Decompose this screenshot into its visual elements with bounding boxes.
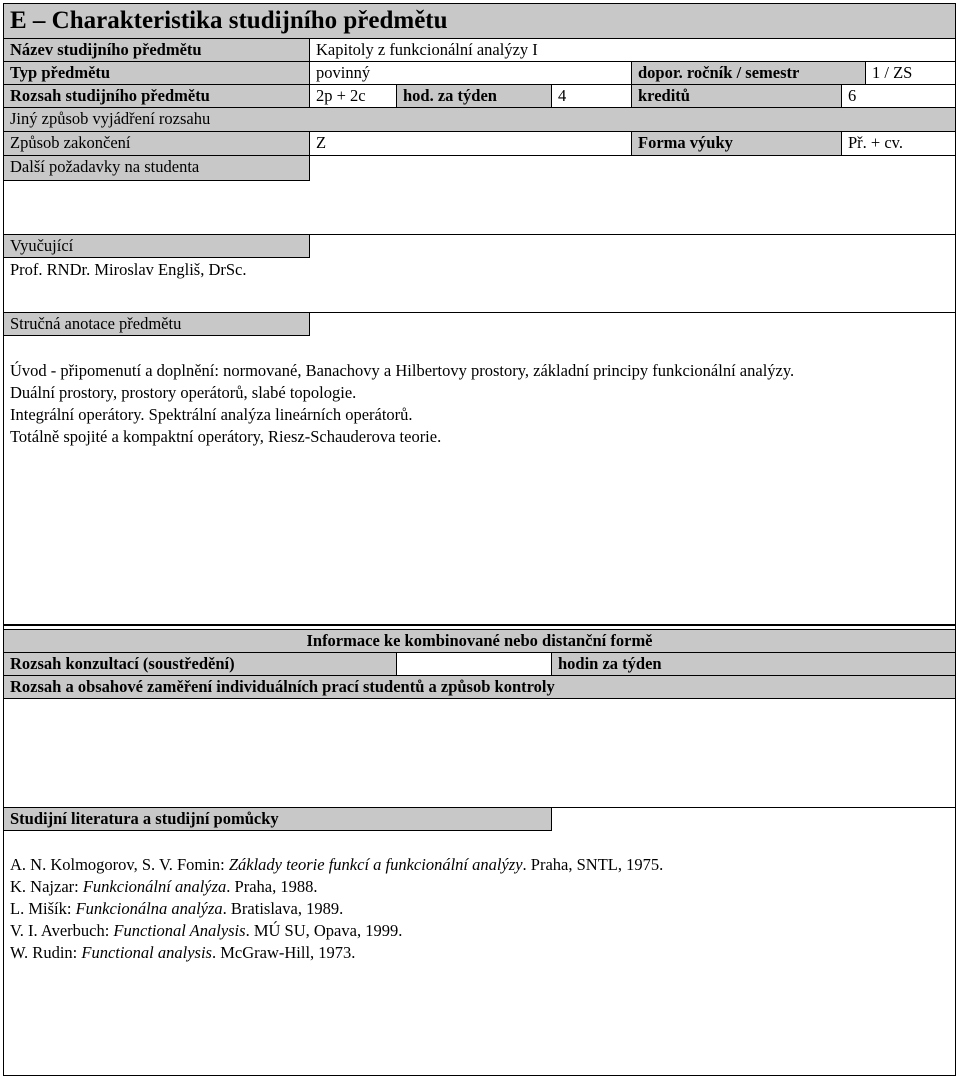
- kredit-label: kreditů: [631, 84, 842, 108]
- literatura-item: W. Rudin: Functional analysis. McGraw-Hill, 1973.: [10, 943, 356, 962]
- anotace-line: Duální prostory, prostory operátorů, slabé topologie.: [10, 383, 357, 402]
- kombinovane-header: Informace ke kombinované nebo distanční formě: [3, 629, 956, 653]
- hod-value: 4: [551, 84, 632, 108]
- konzultace-label: Rozsah konzultací (soustředění): [3, 652, 397, 676]
- forma-label: Forma výuky: [631, 131, 842, 156]
- zpusob-value: Z: [309, 131, 632, 156]
- anotace-line: Úvod - připomenutí a doplnění: normované, Banachovy a Hilbertovy prostory, základní principy funkcionální analýzy.: [10, 361, 795, 380]
- kredit-value: 6: [841, 84, 956, 108]
- typ-label: Typ předmětu: [3, 61, 310, 85]
- rozsah-value: 2p + 2c: [309, 84, 397, 108]
- literatura-label: Studijní literatura a studijní pomůcky: [3, 807, 552, 831]
- dopor-value: 1 / ZS: [865, 61, 956, 85]
- literatura-list: [10, 854, 663, 964]
- anotace-label: Stručná anotace předmětu: [3, 312, 310, 336]
- jiny-label: Jiný způsob vyjádření rozsahu: [3, 107, 956, 132]
- prace-label: Rozsah a obsahové zaměření individuálních prací studentů a způsob kontroly: [3, 675, 956, 699]
- rozsah-label: Rozsah studijního předmětu: [3, 84, 310, 108]
- zpusob-label: Způsob zakončení: [3, 131, 310, 156]
- divider: [3, 624, 956, 626]
- page-title: E – Charakteristika studijního předmětu: [3, 3, 956, 39]
- anotace-line: Integrální operátory. Spektrální analýza lineárních operátorů.: [10, 405, 413, 424]
- nazev-value: Kapitoly z funkcionální analýzy I: [309, 38, 956, 62]
- anotace-text: [10, 360, 794, 448]
- hodin-label: hodin za týden: [551, 652, 956, 676]
- anotace-line: Totálně spojité a kompaktní operátory, Riesz-Schauderova teorie.: [10, 427, 442, 446]
- typ-value: povinný: [309, 61, 632, 85]
- konzultace-value: [396, 652, 552, 676]
- nazev-label: Název studijního předmětu: [3, 38, 310, 62]
- hod-label: hod. za týden: [396, 84, 552, 108]
- literatura-item: K. Najzar: Funkcionální analýza. Praha, 1988.: [10, 877, 318, 896]
- literatura-item: L. Mišík: Funkcionálna analýza. Bratislava, 1989.: [10, 899, 344, 918]
- vyucujici-value: Prof. RNDr. Miroslav Engliš, DrSc.: [10, 260, 247, 279]
- literatura-item: V. I. Averbuch: Functional Analysis. MÚ SU, Opava, 1999.: [10, 921, 403, 940]
- dopor-label: dopor. ročník / semestr: [631, 61, 866, 85]
- literatura-item: A. N. Kolmogorov, S. V. Fomin: Základy teorie funkcí a funkcionální analýzy. Praha, SNTL, 1975.: [10, 855, 664, 874]
- dalsi-value: [309, 155, 956, 181]
- vyucujici-label: Vyučující: [3, 234, 310, 258]
- dalsi-label: Další požadavky na studenta: [3, 155, 310, 181]
- forma-value: Př. + cv.: [841, 131, 956, 156]
